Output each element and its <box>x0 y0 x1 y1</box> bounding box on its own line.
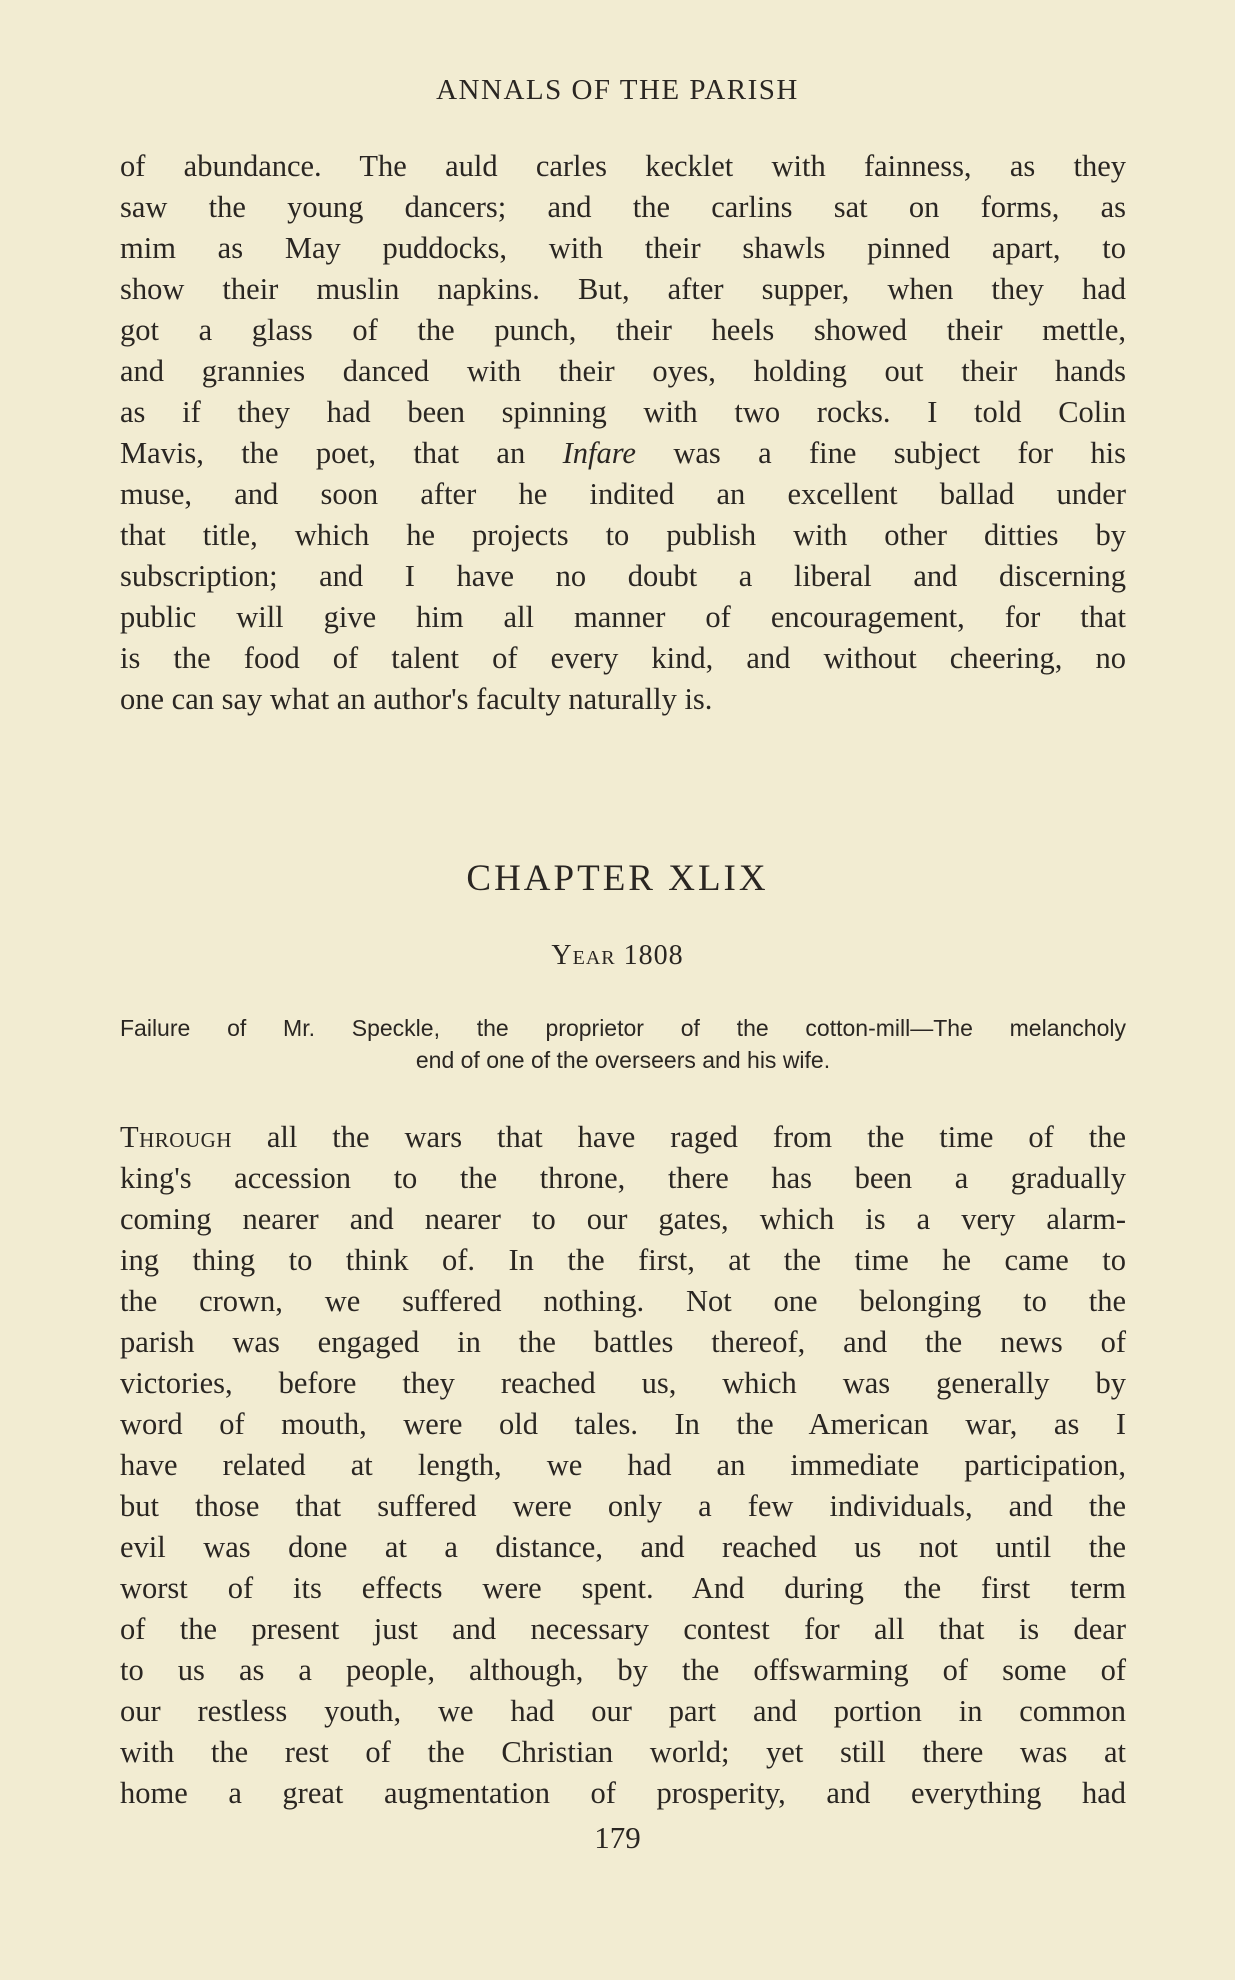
text-line: but those that suffered were only a few individuals, and the <box>120 1489 1126 1523</box>
text-line: evil was done at a distance, and reached us not until the <box>120 1530 1126 1564</box>
text-line-opening <box>120 1117 1126 1158</box>
text-line: one can say what an author's faculty naturally is. <box>120 682 713 716</box>
text-line: that title, which he projects to publish with other ditties by <box>120 518 1126 552</box>
chapter-title: CHAPTER XLIX <box>466 858 769 899</box>
running-head: ANNALS OF THE PARISH <box>436 74 799 106</box>
page-number: 179 <box>594 1820 641 1855</box>
text-fragment: all the wars that have raged from the time of the <box>231 1120 1126 1154</box>
text-line: to us as a people, although, by the offswarming of some of <box>120 1653 1126 1687</box>
text-line: of the present just and necessary contest for all that is dear <box>120 1612 1126 1646</box>
text-line: subscription; and I have no doubt a liberal and discerning <box>120 559 1126 593</box>
chapter-opening-paragraph <box>120 1117 1126 1814</box>
text-line: home a great augmentation of prosperity, and everything had <box>120 1776 1126 1810</box>
chapter-year: Year 1808 <box>551 940 684 971</box>
text-line: word of mouth, were old tales. In the American war, as I <box>120 1407 1126 1441</box>
text-line: show their muslin napkins. But, after supper, when they had <box>120 272 1126 306</box>
summary-line: end of one of the overseers and his wife. <box>415 1047 831 1073</box>
text-line: the crown, we suffered nothing. Not one belonging to the <box>120 1284 1126 1318</box>
text-line: victories, before they reached us, which was generally by <box>120 1366 1126 1400</box>
text-line: got a glass of the punch, their heels showed their mettle, <box>120 313 1126 347</box>
text-line-with-italic <box>120 433 1126 474</box>
opening-word: Through <box>120 1120 232 1154</box>
text-line: as if they had been spinning with two rocks. I told Colin <box>120 395 1126 429</box>
text-fragment: Mavis, the poet, that an <box>120 436 563 470</box>
text-line: ing thing to think of. In the first, at the time he came to <box>120 1243 1126 1277</box>
text-line: coming nearer and nearer to our gates, which is a very alarm- <box>120 1202 1126 1236</box>
text-line: worst of its effects were spent. And during the first term <box>120 1571 1126 1605</box>
text-line: and grannies danced with their oyes, holding out their hands <box>120 354 1126 388</box>
chapter-summary <box>120 1012 1126 1076</box>
text-fragment: was a fine subject for his <box>635 436 1127 470</box>
text-line: king's accession to the throne, there has been a gradually <box>120 1161 1126 1195</box>
text-line: our restless youth, we had our part and portion in common <box>120 1694 1126 1728</box>
summary-line: Failure of Mr. Speckle, the proprietor of the cotton-mill—The melancholy <box>120 1015 1126 1041</box>
text-line: is the food of talent of every kind, and without cheering, no <box>120 641 1126 675</box>
text-line: mim as May puddocks, with their shawls pinned apart, to <box>120 231 1126 265</box>
text-line: muse, and soon after he indited an excellent ballad under <box>120 477 1126 511</box>
text-line: with the rest of the Christian world; yet still there was at <box>120 1735 1126 1769</box>
text-line: saw the young dancers; and the carlins sat on forms, as <box>120 190 1126 224</box>
text-line: parish was engaged in the battles thereof, and the news of <box>120 1325 1126 1359</box>
paragraph-continued <box>120 146 1126 720</box>
text-line: have related at length, we had an immediate participation, <box>120 1448 1126 1482</box>
text-line: public will give him all manner of encouragement, for that <box>120 600 1126 634</box>
italic-term: Infare <box>562 436 636 470</box>
text-line: of abundance. The auld carles kecklet with fainness, as they <box>120 149 1126 183</box>
